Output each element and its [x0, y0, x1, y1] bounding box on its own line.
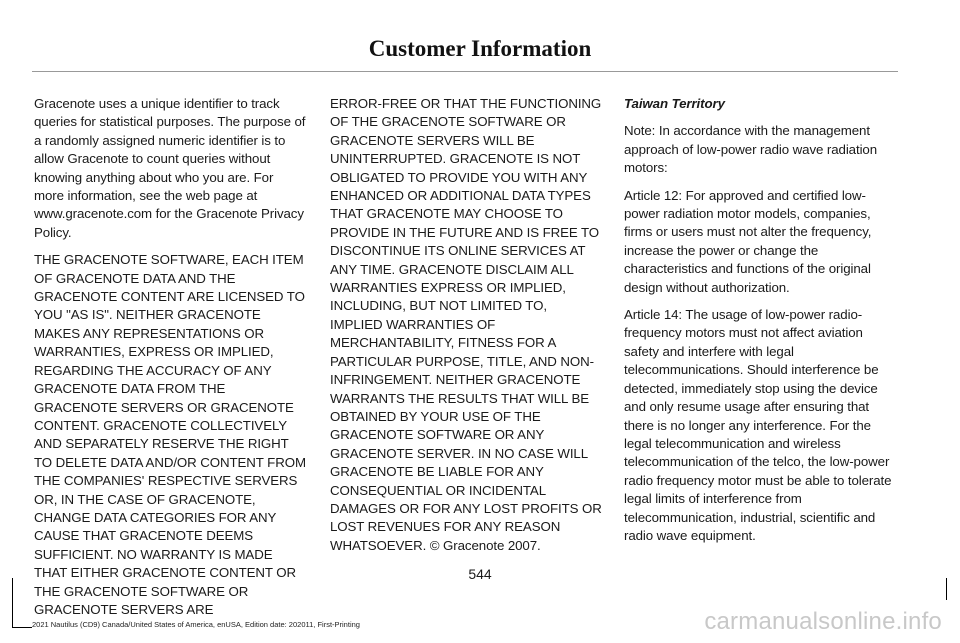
footer-edition-info: 2021 Nautilus (CD9) Canada/United States of America, enUSA, Edition date: 202011, First-Printing	[32, 620, 360, 629]
paragraph: ERROR-FREE OR THAT THE FUNCTIONING OF THE GRACENOTE SOFTWARE OR GRACENOTE SERVERS WILL BE UNINTERRUPTED. GRACENOTE IS NOT OBLIGATED TO PROVIDE YOU WITH ANY ENHANCED OR ADDITIONAL DATA TYPES THAT GRACENOTE MAY CHOOSE TO PROVIDE IN THE FUTURE AND IS FREE TO DISCONTINUE ITS ONLINE SERVICES AT ANY TIME. GRACENOTE DISCLAIM ALL WARRANTIES EXPRESS OR IMPLIED, INCLUDING, BUT NOT LIMITED TO, IMPLIED WARRANTIES OF MERCHANTABILITY, FITNESS FOR A PARTICULAR PURPOSE, TITLE, AND NON-INFRINGEMENT. NEITHER GRACENOTE WARRANTS THE RESULTS THAT WILL BE OBTAINED BY YOUR USE OF THE GRACENOTE SOFTWARE OR ANY GRACENOTE SERVER. IN NO CASE WILL GRACENOTE BE LIABLE FOR ANY CONSEQUENTIAL OR INCIDENTAL DAMAGES OR FOR ANY LOST PROFITS OR LOST REVENUES FOR ANY REASON WHATSOEVER. © Gracenote 2007.	[330, 96, 602, 553]
paragraph: Article 12: For approved and certified low-power radiation motor models, companies, firms or users must not alter the frequency, increase the power or change the characteristics and functions of the original design without authorization.	[624, 187, 872, 295]
paragraph: Article 14: The usage of low-power radio-frequency motors must not affect aviation safety and interfere with legal telecommunications. Should interference be detected, immediately stop using the device and only resume usage after ensuring that there is no longer any interference. For the legal telecommunication and wireless telecommunication of the telco, the low-power radio frequency motor must be able to tolerate legal limits of interference from telecommunication, industrial, scientific and radio wave equipment.	[624, 307, 892, 543]
paragraph: Note: In accordance with the management approach of low-power radio wave radiation motors:	[624, 123, 878, 176]
column-2	[330, 95, 602, 564]
header-divider	[32, 71, 898, 72]
page-title: Customer Information	[368, 36, 592, 61]
watermark[interactable]: carmanualsonline.info	[704, 608, 942, 635]
column-3	[624, 95, 896, 554]
paragraph: Gracenote uses a unique identifier to track queries for statistical purposes. The purpose of a randomly assigned numeric identifier is to allow Gracenote to count queries without knowing anything about who you are. For more information, see the web page at www.gracenote.com for the Gracenote Privacy Policy.	[34, 96, 306, 240]
column-1	[34, 95, 306, 628]
crop-mark	[12, 578, 13, 628]
crop-mark	[946, 578, 947, 600]
paragraph: THE GRACENOTE SOFTWARE, EACH ITEM OF GRACENOTE DATA AND THE GRACENOTE CONTENT ARE LICENSED TO YOU "AS IS". NEITHER GRACENOTE MAKES ANY REPRESENTATIONS OR WARRANTIES, EXPRESS OR IMPLIED, REGARDING THE ACCURACY OF ANY GRACENOTE DATA FROM THE GRACENOTE SERVERS OR GRACENOTE CONTENT. GRACENOTE COLLECTIVELY AND SEPARATELY RESERVE THE RIGHT TO DELETE DATA AND/OR CONTENT FROM THE COMPANIES' RESPECTIVE SERVERS OR, IN THE CASE OF GRACENOTE, CHANGE DATA CATEGORIES FOR ANY CAUSE THAT GRACENOTE DEEMS SUFFICIENT. NO WARRANTY IS MADE THAT EITHER GRACENOTE CONTENT OR THE GRACENOTE SOFTWARE OR GRACENOTE SERVERS ARE	[34, 252, 306, 617]
section-title: Taiwan Territory	[624, 96, 725, 111]
page-number: 544	[468, 566, 492, 582]
crop-mark	[12, 627, 32, 628]
